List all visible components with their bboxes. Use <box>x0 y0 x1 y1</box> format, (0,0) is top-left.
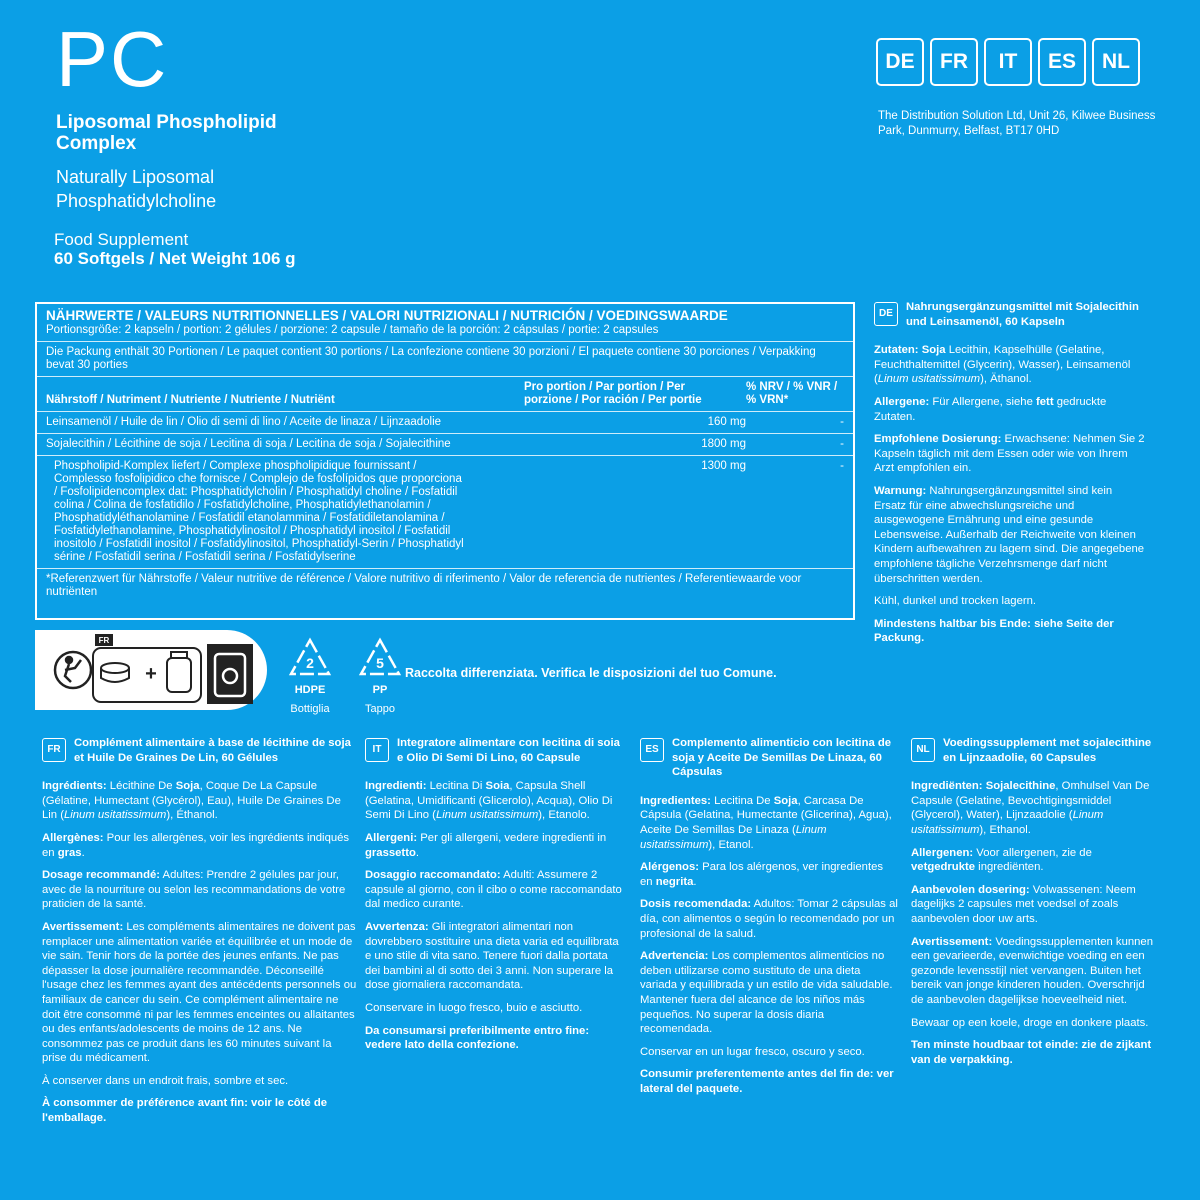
label-column-it <box>365 736 623 1061</box>
divider <box>37 376 853 377</box>
column-title-text: Nahrungsergänzungsmittel mit Sojalecithin und Leinsamenöl, 60 Kapseln <box>906 301 1139 328</box>
ingredients: Ingrédients: Lécithine De Soja, Coque De La Capsule (Gélatine, Humectant (Glycérol), Eau), Huile De Graines De Lin (Linum usitatissimum), Éthanol. <box>42 780 341 822</box>
storage: À conserver dans un endroit frais, sombre et sec. <box>42 1074 289 1087</box>
ingredients: Ingredientes: Lecitina De Soja, Carcasa De Cápsula (Gelatina, Humectante (Glicerina), Agua), Aceite De Semillas De Linaza (Linum usitatissimum), Etanol. <box>640 794 892 851</box>
storage: Conservare in luogo fresco, buio e asciutto. <box>365 1001 583 1014</box>
resin-part-label: Bottiglia <box>290 703 330 715</box>
column-title-text: Complemento alimenticio con lecitina de soja y Aceite De Semillas De Linaza, 60 Cápsulas <box>672 737 892 779</box>
allergens: Alérgenos: Para los alérgenos, ver ingredientes en negrita. <box>640 861 884 888</box>
column-title <box>42 736 358 765</box>
cap-icon <box>101 663 129 682</box>
column-title-text: Integratore alimentare con lecitina di soia e Olio Di Semi Di Lino, 60 Capsule <box>397 737 620 764</box>
svg-text:+: + <box>145 663 157 685</box>
label-column-fr <box>42 736 358 1134</box>
ingredients: Zutaten: Soja Lecithin, Kapselhülle (Gelatine, Feuchthaltemittel (Glycerin), Wasser), Leinsamenöl (Linum usitatissimum), Äthanol. <box>874 344 1131 386</box>
label-column-nl <box>911 736 1157 1075</box>
nutrient-amount: 1800 mg <box>701 438 746 450</box>
dosage: Dosis recomendada: Adultos: Tomar 2 cápsulas al día, con alimentos o según lo recomendado por un profesional de la salud. <box>640 898 898 940</box>
fr-badge-text: FR <box>98 636 110 645</box>
divider <box>37 433 853 434</box>
lang-badge: ES <box>640 738 664 762</box>
nutrient-nrv: - <box>840 416 844 428</box>
ingredients: Ingrediënten: Sojalecithine, Omhulsel Van De Capsule (Gelatine, Bevochtigingsmiddel (Glycerol), Water), Lijnzaadolie (Linum usitatissimum), Ethanol. <box>911 780 1150 836</box>
warning: Warnung: Nahrungsergänzungsmittel sind kein Ersatz für eine abwechslungsreiche und ausgewogene Ernährung und eine gesunde Lebensweise. Außerhalb der Reichweite von kleinen Kindern aufbewahren zu lagern sind. Die angegebene empfohlene tägliche Verzehrsmenge darf nicht überschritten werden. <box>874 484 1145 585</box>
best-before: Da consumarsi preferibilmente entro fine: vedere lato della confezione. <box>365 1024 590 1052</box>
warning: Avertissement: Les compléments alimentaires ne doivent pas remplacer une alimentation variée et équilibrée et un mode de vie sain. Tenir hors de la portée des jeunes enfants. Ne pas dépasser la dose journalière recommandée. Déconseillé l'usage chez les femmes ayant des antécédents personnels ou familiaux de cancer du sein. Ce complément alimentaire ne doit être consommé ni par les femmes enceintes ou allaitantes ou des enfants/adolescents de moins de 12 ans. Ne consommez pas ce produit dans les 60 minutes suivant la prise du médicament. <box>42 920 357 1065</box>
warning: Avvertenza: Gli integratori alimentari non dovrebbero sostituire una dieta varia ed equilibrata e uno stile di vita sano. Tenere fuori dalla portata dei bambini al di sotto dei 3 anni. Non superare la dose giornaliera raccomandata. <box>365 920 619 992</box>
resin-number: 5 <box>376 655 384 671</box>
ingredients: Ingredienti: Lecitina Di Soia, Capsula Shell (Gelatina, Umidificanti (Glicerolo), Acqua), Olio Di Semi Di Lino (Linum usitatissimum), Etanolo. <box>365 780 613 822</box>
allergens: Allergene: Für Allergene, siehe fett gedruckte Zutaten. <box>874 395 1107 423</box>
nutrient-name: Sojalecithin / Lécithine de soja / Lecitina di soja / Lecitina de soja / Sojalecithine <box>46 438 451 450</box>
best-before: Consumir preferentemente antes del fin de: ver lateral del paquete. <box>640 1068 894 1095</box>
lang-badge: IT <box>365 738 389 762</box>
nutrient-name: Phospholipid-Komplex liefert / Complexe phospholipidique fournissant / Complesso fosfolipidico che fornisce / Complejo de fosfolípidos que proporciona / Fosfolipidencomplex dat: Phosphatidylcholin / Phosphatidyl choline / Fosfatidil colina / Colina de fosfatidilo / Fosfatidylcholine, Phosphatidylethanolamin / Phosphatidyléthanolamine / Fosfatidil etanolammina / Fosfatidiletanolamina / Fosfatidylethanolamine, Phosphatidylinositol / Phosphatidyl inositol / Fosfatidil inositolo / Fosfatidil inositol / Fosfatidylinositol, Phosphatidyl-Serin / Phosphatidyl sérine / Fosfatidil serina / Fosfatidil serina / Fosfatidylserine <box>54 460 464 563</box>
lang-badge-de: DE <box>876 38 924 86</box>
resin-material: HDPE <box>294 684 326 696</box>
triman-icon <box>55 652 91 688</box>
nutrient-name: Leinsamenöl / Huile de lin / Olio di semi di lino / Aceite de linaza / Lijnzaadolie <box>46 416 442 428</box>
allergens: Allergeni: Per gli allergeni, vedere ingredienti in grassetto. <box>365 831 607 859</box>
dosage: Aanbevolen dosering: Volwassenen: Neem dagelijks 2 capsules met voedsel of zoals aanbevolen door uw arts. <box>911 883 1136 925</box>
recycle-triangle-icon <box>357 636 403 680</box>
package-portions: Die Packung enthält 30 Portionen / Le paquet contient 30 portions / La confezione contiene 30 porzioni / El paquete contiene 30 porciones / Verpakking bevat 30 porties <box>46 346 816 371</box>
nutrient-amount: 1300 mg <box>701 460 746 472</box>
recycling-bin-icon <box>207 644 253 704</box>
resin-part-label: Tappo <box>365 703 395 715</box>
label-column-de <box>874 300 1146 654</box>
divider <box>37 568 853 569</box>
column-title-text: Complément alimentaire à base de lécithine de soja et Huile De Graines De Lin, 60 Gélules <box>74 737 351 764</box>
column-title <box>640 736 898 780</box>
dosage: Dosage recommandé: Adultes: Prendre 2 gélules par jour, avec de la nourriture ou selon les recommandations de votre praticien de la santé. <box>42 869 346 911</box>
warning: Advertencia: Los complementos alimenticios no deben utilizarse como sustituto de una dieta variada y equilibrada y un estilo de vida saludable. Mantener fuera del alcance de los niños más pequeños. No superar la dosis diaria recomendada. <box>640 950 893 1036</box>
allergens: Allergenen: Voor allergenen, zie de vetgedrukte ingrediënten. <box>911 846 1092 874</box>
nutrient-nrv: - <box>840 460 844 472</box>
recycling-pictograms <box>35 630 267 710</box>
storage: Kühl, dunkel und trocken lagern. <box>874 595 1037 608</box>
divider <box>37 455 853 456</box>
col-portion-header: Pro portion / Par portion / Per porzione / Por ración / Per portie <box>524 381 702 406</box>
column-title <box>874 300 1146 329</box>
nutrition-table <box>35 302 855 620</box>
lang-badge-es: ES <box>1038 38 1086 86</box>
lang-badge-nl: NL <box>1092 38 1140 86</box>
lang-badge: NL <box>911 738 935 762</box>
recycle-triangle-icon <box>287 636 333 680</box>
food-supplement-label: Food Supplement <box>54 230 189 249</box>
dosage: Dosaggio raccomandato: Adulti: Assumere 2 capsule al giorno, con il cibo o come raccomandato dal medico curante. <box>365 869 622 911</box>
nutrient-amount: 160 mg <box>707 416 746 428</box>
best-before: Ten minste houdbaar tot einde: zie de zijkant van de verpakking. <box>911 1039 1152 1066</box>
product-code-title: PC <box>56 15 169 103</box>
divider <box>37 341 853 342</box>
table-row <box>37 416 853 429</box>
lang-badge-it: IT <box>984 38 1032 86</box>
divider <box>37 411 853 412</box>
nutrition-header-row <box>37 381 853 407</box>
bottle-resin-code <box>284 636 336 716</box>
allergens: Allergènes: Pour les allergènes, voir les ingrédients indiqués en gras. <box>42 831 350 859</box>
net-weight: 60 Softgels / Net Weight 106 g <box>54 249 296 268</box>
table-row <box>37 460 853 564</box>
nutrient-nrv: - <box>840 438 844 450</box>
col-nrv-header: % NRV / % VNR / % VRN* <box>746 381 838 406</box>
lang-badge-fr: FR <box>930 38 978 86</box>
col-nutrient-header: Nährstoff / Nutriment / Nutriente / Nutriente / Nutriënt <box>46 394 335 406</box>
best-before: Mindestens haltbar bis Ende: siehe Seite der Packung. <box>874 617 1114 645</box>
nutrition-heading: NÄHRWERTE / VALEURS NUTRITIONNELLES / VALORI NUTRIZIONALI / NUTRICIÓN / VOEDINGSWAARDE <box>46 308 728 323</box>
storage: Conservar en un lugar fresco, oscuro y seco. <box>640 1045 865 1058</box>
distributor-address: The Distribution Solution Ltd, Unit 26, Kilwee Business Park, Dunmurry, Belfast, BT17 0HD <box>878 110 1156 137</box>
storage: Bewaar op een koele, droge en donkere plaats. <box>911 1016 1149 1029</box>
product-subtitle: Naturally Liposomal Phosphatidylcholine <box>56 167 217 211</box>
column-title <box>365 736 623 765</box>
dosage: Empfohlene Dosierung: Erwachsene: Nehmen Sie 2 Kapseln täglich mit dem Essen oder wie von Ihrem Arzt empfohlen ein. <box>874 433 1145 475</box>
label-column-es <box>640 736 898 1104</box>
bottle-icon <box>167 652 191 692</box>
product-name: Liposomal Phospholipid Complex <box>56 112 277 154</box>
recycling-info-strip <box>35 630 267 710</box>
language-badges <box>876 38 1140 86</box>
cap-resin-code <box>354 636 406 716</box>
lang-badge: FR <box>42 738 66 762</box>
best-before: À consommer de préférence avant fin: voir le côté de l'emballage. <box>42 1097 328 1125</box>
portion-size: Portionsgröße: 2 kapseln / portion: 2 gélules / porzione: 2 capsule / tamaño de la porción: 2 cápsulas / portie: 2 capsules <box>46 324 659 336</box>
resin-number: 2 <box>306 655 314 671</box>
table-row <box>37 438 853 451</box>
resin-material: PP <box>372 684 388 696</box>
column-title-text: Voedingssupplement met sojalecithine en Lijnzaadolie, 60 Capsules <box>943 737 1152 764</box>
lang-badge: DE <box>874 302 898 326</box>
column-title <box>911 736 1157 765</box>
nrv-footnote: *Referenzwert für Nährstoffe / Valeur nutritive de référence / Valore nutritivo di riferimento / Valor de referencia de nutrientes / Referentiewaarde voor nutriënten <box>46 573 802 598</box>
recycling-note: Raccolta differenziata. Verifica le disposizioni del tuo Comune. <box>405 666 777 680</box>
warning: Avertissement: Voedingssupplementen kunnen een gevarieerde, evenwichtige voeding en een gezonde levensstijl niet vervangen. Buiten het bereik van jonge kinderen houden. Overschrijd de aanbevolen dagelijkse hoeveelheid niet. <box>911 935 1153 1006</box>
resin-codes <box>284 636 406 716</box>
